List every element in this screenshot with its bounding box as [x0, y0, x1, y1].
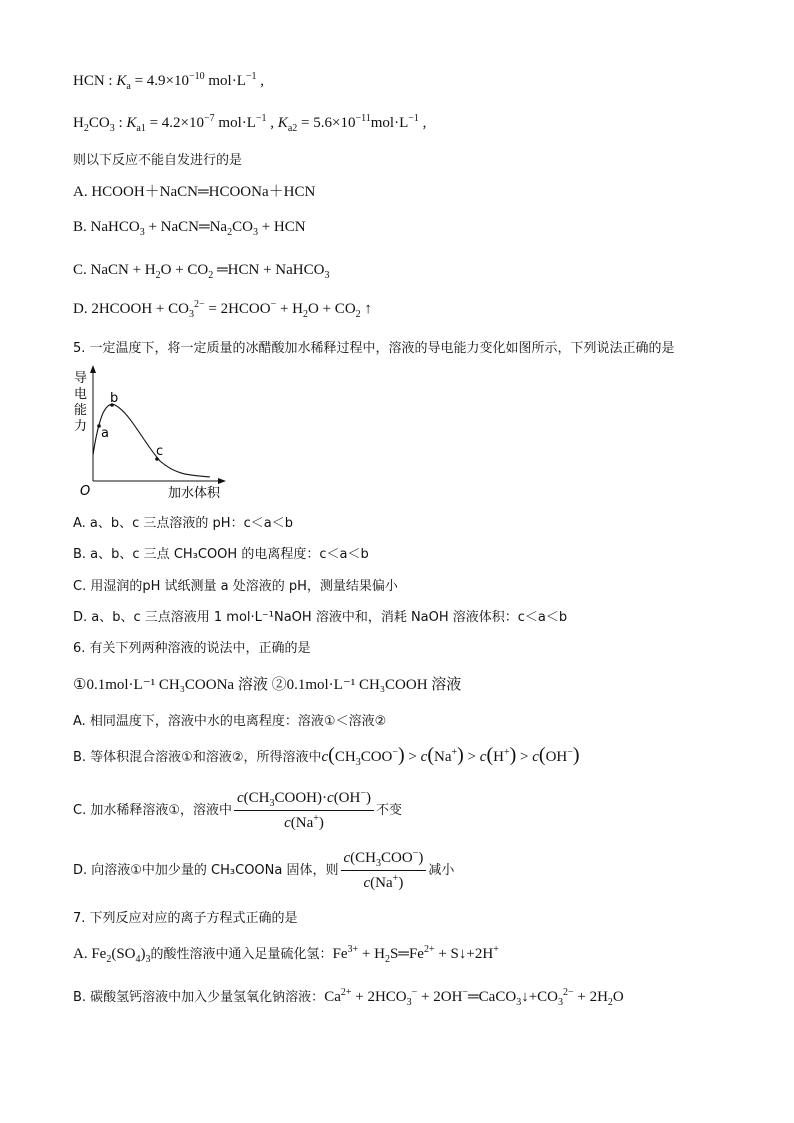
y-label-2: 电	[74, 387, 88, 402]
h2co3-ka-line: $H_2CO_3$ : $K_{a1} = 4.2\times 10^{-7}$ $mol\cdot L^{-1}$ , $K_{a2} = 5.6\times 10^{-11}mol\cdot L^{-1}$ ,	[73, 113, 427, 134]
q4-option-b: B. NaHCO$_3$ + $NaCN═Na_2CO_3$ + HCN	[73, 219, 306, 238]
q5-stem: 5. 一定温度下，将一定质量的冰醋酸加水稀释过程中，溶液的导电能力变化如图所示，下列说法正确的是	[73, 341, 675, 356]
point-b-label: b	[110, 391, 119, 406]
q4-option-c: C. NaCN + $H_2O + CO_2$ ═HCN + NaHCO$_3$	[73, 262, 330, 281]
q5-option-a: A. a、b、c 三点溶液的 pH：c＜a＜b	[73, 516, 293, 531]
conductivity-graph	[70, 365, 230, 501]
q6-c-fraction: $\frac{c(CH_3COOH)\cdot c(OH^-)}{c(Na^+)}$	[234, 788, 374, 833]
y-axis-arrow	[90, 365, 96, 373]
y-label-1: 导	[74, 371, 88, 386]
q6-option-d: D. 向溶液①中加少量的 CH₃COONa 固体，则 $\frac{c(CH_3COO^-)}{c(Na^+)}$ 减小	[73, 848, 455, 892]
q6-option-c: C. 加水稀释溶液①，溶液中 $\frac{c(CH_3COOH)\cdot c(OH^-)}{c(Na^+)}$ 不变	[73, 788, 403, 832]
q5-option-d: D. a、b、c 三点溶液用 1 mol·L⁻¹NaOH 溶液中和，消耗 NaOH 溶液体积：c＜a＜b	[73, 610, 568, 625]
q7-stem: 7. 下列反应对应的离子方程式正确的是	[73, 911, 298, 926]
point-a-label: a	[101, 426, 109, 441]
q6-option-a: A. 相同温度下，溶液中水的电离程度：溶液①＜溶液②	[73, 714, 387, 729]
y-label-4: 力	[74, 419, 88, 434]
q6-stem: 6. 有关下列两种溶液的说法中，正确的是	[73, 641, 311, 656]
q6-option-b: B. 等体积混合溶液①和溶液②，所得溶液中$c(CH_3COO^-) > c(Na^+) > c(H^+) > c(OH^-)$	[73, 744, 580, 768]
point-c-label: c	[156, 444, 164, 459]
x-axis-arrow	[218, 478, 226, 484]
q4-option-a: A. HCOOH＋NaCN═HCOONa＋HCN	[73, 184, 316, 200]
x-label: 加水体积	[168, 486, 221, 501]
q4-stem: 则以下反应不能自发进行的是	[73, 153, 243, 168]
conductivity-curve	[93, 404, 210, 477]
q4-option-d: D. 2HCOOH + $CO_3^{2-}$ = 2HCOO− + $H_2O + CO_2$ ↑	[73, 299, 372, 320]
q6-solutions: ①0.1mol·L⁻¹ CH₃COONa 溶液 ②0.1mol·L⁻¹ CH₃COOH 溶液	[73, 677, 462, 693]
origin-label: O	[80, 484, 91, 499]
q6-d-fraction: $\frac{c(CH_3COO^-)}{c(Na^+)}$	[341, 848, 427, 893]
hcn-ka-line: HCN : $K_a = 4.9\times 10^{-10}$ $mol\cdot L^{-1}$ ,	[73, 71, 265, 92]
q5-option-b: B. a、b、c 三点 CH₃COOH 的电离程度：c＜a＜b	[73, 547, 369, 562]
q5-option-c: C. 用湿润的pH 试纸测量 a 处溶液的 pH，测量结果偏小	[73, 579, 398, 594]
q7-option-b: B. 碳酸氢钙溶液中加入少量氢氧化钠溶液：$Ca^{2+} + 2HCO_3^-$ + $2OH^-═CaCO_3↓+CO_3^{2-} + 2H_2O$	[73, 987, 624, 1008]
y-label-3: 能	[74, 403, 88, 418]
q7-option-a: A. $Fe_2(SO_4)_3$的酸性溶液中通入足量硫化氢：$Fe^{3+}$ + $H_2S═Fe^{2+}$ + S↓+2H+	[73, 944, 499, 965]
